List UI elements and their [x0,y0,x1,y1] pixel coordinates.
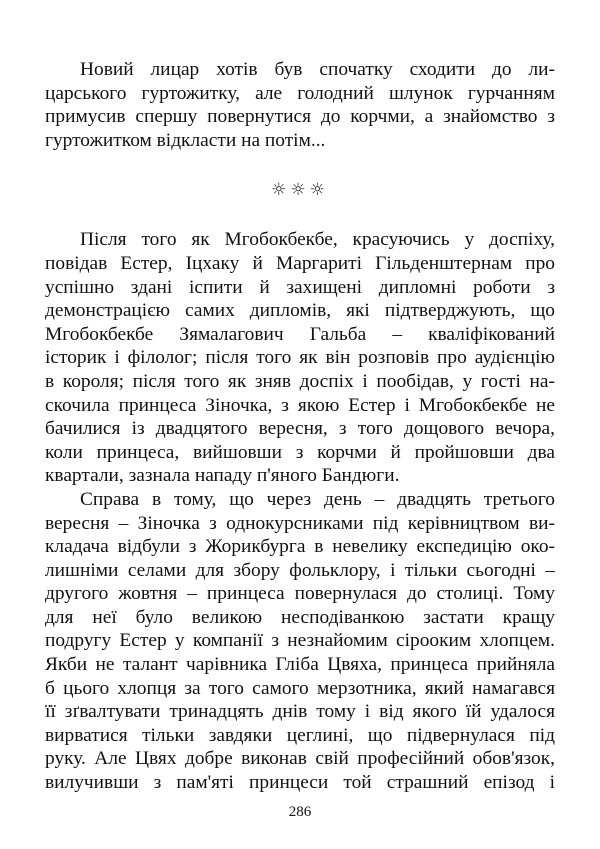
text-body [45,58,555,795]
text-line: царського гуртожитку, але голодний шлунок гурчанням [45,82,555,104]
text-line: вересня – Зіночка з однокурсниками під керівництвом ви- [45,512,555,534]
text-line: бачилися із двадцятого вересня, з того дощового вечора, [45,418,555,440]
text-line: лишніми селами для збору фольклору, і тільки сьогодні – [45,559,555,581]
text-line: другого жовтня – принцеса повернулася до столиці. Тому [45,583,555,605]
text-line: історик і філолог; після того як він розповів про аудієнцію [45,347,555,369]
page-number: 286 [288,804,312,820]
paragraph-3 [45,488,555,795]
text-line: для неї було великою несподіванкою застати кращу [45,606,555,628]
text-line: Новий лицар хотів був спочатку сходити до ли- [80,59,555,80]
paragraph-1 [45,58,555,152]
text-line: вирватися тільки завдяки цеглині, що підвернулася під [45,724,555,746]
text-line: Після того як Мгобокбекбе, красуючись у доспіху, [80,229,555,251]
text-line: скочила принцеса Зіночка, з якою Естер і Мгобокбекбе не [45,394,555,416]
text-line: повідав Естер, Іцхаку й Маргариті Гільденштернам про [45,252,555,274]
text-line: кладача відбули з Жорикбурга в невелику експедицію око- [45,536,555,558]
text-line: успішно здані іспити й захищені дипломні роботи з [45,276,555,298]
text-line: гуртожитком відкласти на потім... [45,129,326,151]
text-line: демонстрацією самих дипломів, які підтверджують, що [45,300,555,322]
text-line: Справа в тому, що через день – двадцять третього [80,488,555,510]
text-line: подругу Естер у компанії з незнайомим сірооким хлопцем. [45,630,555,652]
text-line: примусив спершу повернутися до корчми, а знайомство з [45,106,555,128]
text-line: коли принцеса, вийшовши з корчми й пройшовши два [45,441,555,463]
text-line: квартали, зазнала нападу п'яного Бандюги. [45,465,400,487]
text-line: вилучивши з пам'яті принцеси той страшний епізод і [45,772,555,794]
section-separator: ☼☼☼ [271,179,329,200]
text-line: б цього хлопця за того самого мерзотника, який намагався [45,677,555,699]
paragraph-2 [45,228,555,488]
text-line: Мгобокбекбе Зямалагович Гальба – кваліфікований [45,323,555,345]
text-line: її зґвалтувати тринадцять днів тому і від якого їй удалося [45,701,555,723]
text-line: руку. Але Цвях добре виконав свій професійний обов'язок, [45,748,555,770]
text-line: в короля; після того як зняв доспіх і пообідав, у гості на- [45,370,555,392]
text-line: Якби не талант чарівника Гліба Цвяха, принцеса прийняла [45,654,555,676]
